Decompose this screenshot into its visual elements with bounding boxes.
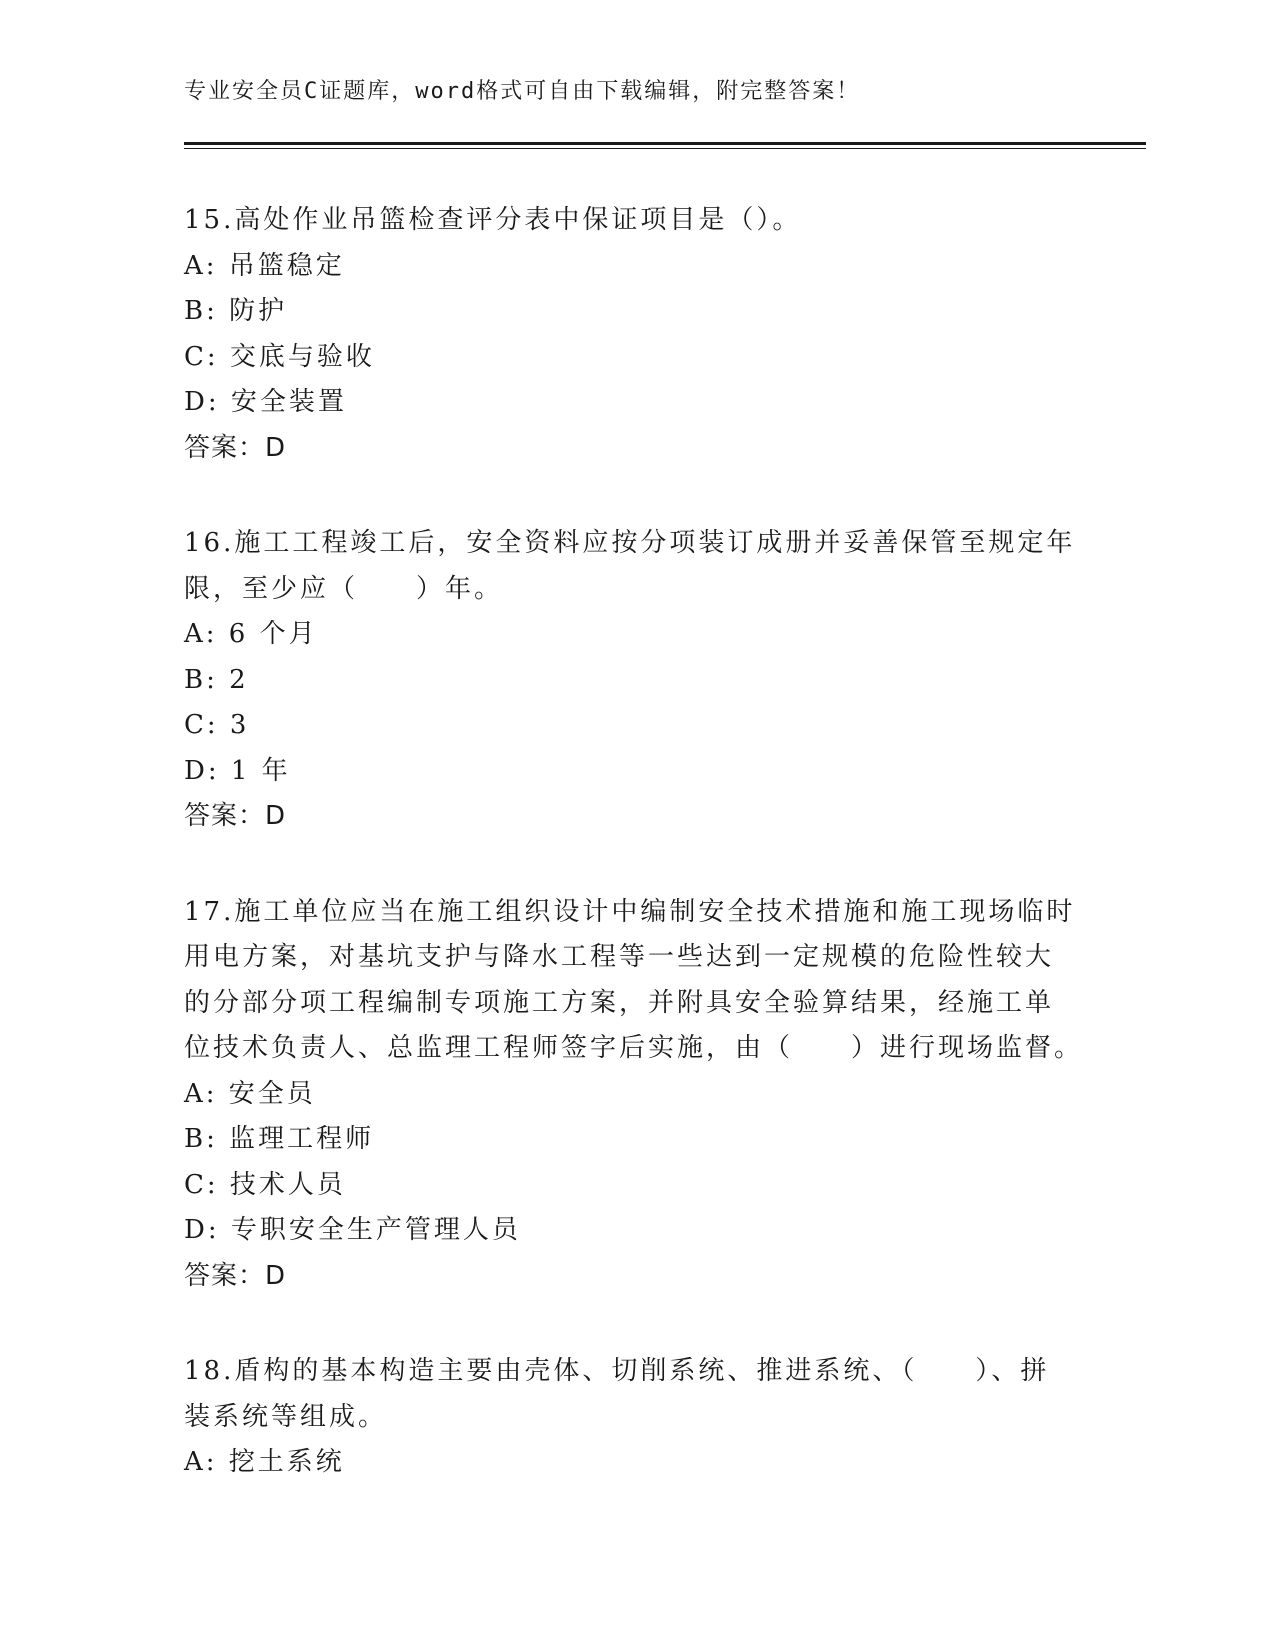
question-text <box>184 890 1084 1072</box>
question-list <box>184 198 1084 1536</box>
option-c: C: 3 <box>184 710 250 740</box>
question-17 <box>184 890 1084 1300</box>
question-text <box>184 1349 1084 1440</box>
question-line: 16.施工工程竣工后，安全资料应按分项装订成册并妥善保管至规定年 <box>184 528 1076 558</box>
option-b: B: 监理工程师 <box>184 1124 375 1154</box>
question-line: 限，至少应（ ）年。 <box>184 573 504 604</box>
question-line: 18.盾构的基本构造主要由壳体、切削系统、推进系统、（ ）、拼 <box>184 1356 1050 1386</box>
question-line: 用电方案，对基坑支护与降水工程等一些达到一定规模的危险性较大 <box>184 942 1055 972</box>
page-header: 专业安全员C证题库，word格式可自由下载编辑，附完整答案！ <box>184 79 861 104</box>
answer: 答案：D <box>184 1260 287 1291</box>
option-a: A: 挖土系统 <box>184 1447 345 1477</box>
option-d: D: 安全装置 <box>184 387 347 417</box>
question-line: 的分部分项工程编制专项施工方案，并附具安全验算结果，经施工单 <box>184 987 1055 1018</box>
question-16 <box>184 521 1084 840</box>
option-b: B: 防护 <box>184 296 288 326</box>
option-a: A: 安全员 <box>184 1078 316 1109</box>
question-line: 15.高处作业吊篮检查评分表中保证项目是（）。 <box>184 205 802 235</box>
option-c: C: 交底与验收 <box>184 341 375 372</box>
question-15 <box>184 198 1084 471</box>
header-rule-thick <box>184 142 1146 145</box>
option-d: D: 专职安全生产管理人员 <box>184 1215 521 1245</box>
question-text <box>184 198 1084 244</box>
question-line: 位技术负责人、总监理工程师签字后实施，由（ ）进行现场监督。 <box>184 1033 1084 1063</box>
option-a: A: 6 个月 <box>184 619 318 649</box>
question-line: 17.施工单位应当在施工组织设计中编制安全技术措施和施工现场临时 <box>184 896 1076 927</box>
question-line: 装系统等组成。 <box>184 1401 388 1432</box>
option-b: B: 2 <box>184 664 249 695</box>
answer: 答案：D <box>184 801 287 831</box>
answer: 答案：D <box>184 432 287 463</box>
question-18 <box>184 1349 1084 1486</box>
question-text <box>184 521 1084 612</box>
option-c: C: 技术人员 <box>184 1169 346 1200</box>
option-d: D: 1 年 <box>184 755 291 786</box>
option-a: A: 吊篮稳定 <box>184 250 345 281</box>
header-rule-thin <box>184 148 1146 149</box>
